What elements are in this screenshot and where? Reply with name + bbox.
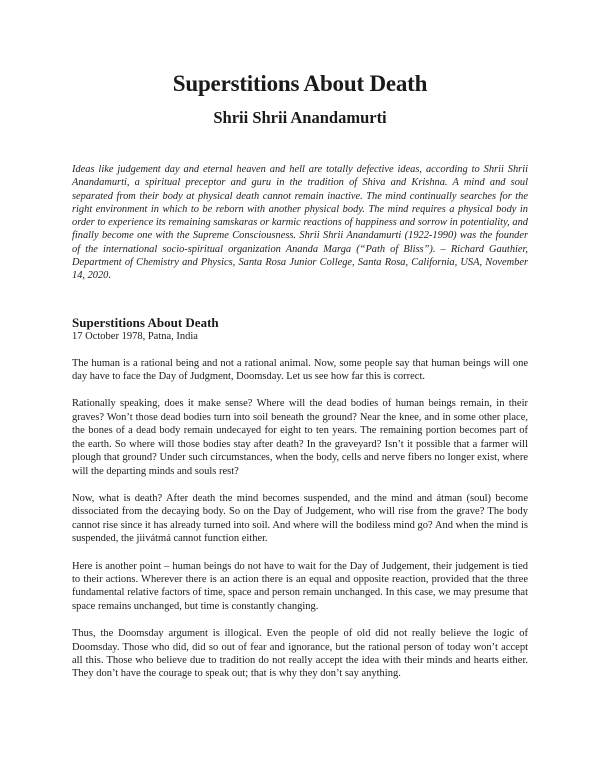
date-location-line: 17 October 1978, Patna, India: [72, 330, 198, 342]
body-paragraph-1: The human is a rational being and not a rational animal. Now, some people say that human beings will one day have to face the Day of Judgment, Doomsday. Let us see how far this is correct.: [72, 357, 528, 383]
document-title: Superstitions About Death: [172, 71, 428, 96]
body-paragraph-3: Now, what is death? After death the mind becomes suspended, and the mind and átman (soul) become dissociated from the decaying body. So on the Day of Judgement, who will rise from the grave? The body cannot rise since it has already turned into soil. And where will the bodiless mind go? And when the mind is suspended, the jiivátmá cannot function either.: [72, 492, 528, 545]
body-paragraph-2: Rationally speaking, does it make sense? Where will the dead bodies of human beings remain, in their graves? Won’t those dead bodies turn into soil beneath the ground? Near the knee, and in some other place, the bones of a dead body remain undecayed for eight to ten years. The remaining portion becomes part of the earth. So where will those bodies stay after death? In the graveyard? Isn’t it possible that a farmer will plough that ground? Under such circumstances, when the body, cells and nerve fibers no longer exist, where will the departing minds and souls rest?: [72, 398, 528, 477]
body-paragraph-4: Here is another point – human beings do not have to wait for the Day of Judgement, their judgement is tied to their actions. Wherever there is an action there is an equal and opposite reaction, provided that the three fundamental relative factors of time, space and person remain unchanged. In this case, we may presume that space remains unchanged, but time is constantly changing.: [72, 560, 528, 612]
section-title: Superstitions About Death: [72, 314, 219, 330]
abstract-text: Ideas like judgement day and eternal heaven and hell are totally defective ideas, according to Shrii Shrii Anandamurti, a spiritual preceptor and guru in the tradition of Shiva and Krishna. A mind and soul separated from their body at physical death cannot remain inactive. The mind continually searches for the right environment in which to be reborn with another physical body. The mind requires a physical body in order to experience its remaining samskaras or karmic reactions of happiness and sorrow in potentiality, and finally become one with the Supreme Consciousness. Shrii Shrii Anandamurti (1922-1990) was the founder of the international socio-spiritual organization Ananda Marga (“Path of Bliss”). – Richard Gauthier, Department of Chemistry and Physics, Santa Rosa Junior College, Santa Rosa, California, USA, November 14, 2020.: [72, 164, 528, 282]
document-author: Shrii Shrii Anandamurti: [213, 108, 387, 127]
body-paragraph-5: Thus, the Doomsday argument is illogical. Even the people of old did not really believe the logic of Doomsday. Those who did, did so out of fear and ignorance, but the rational person of today won’t accept all this. Those who believe due to tradition do not really accept the idea with their minds and hearts either. They don’t have the courage to speak out; that is why they don’t say anything.: [72, 628, 528, 680]
